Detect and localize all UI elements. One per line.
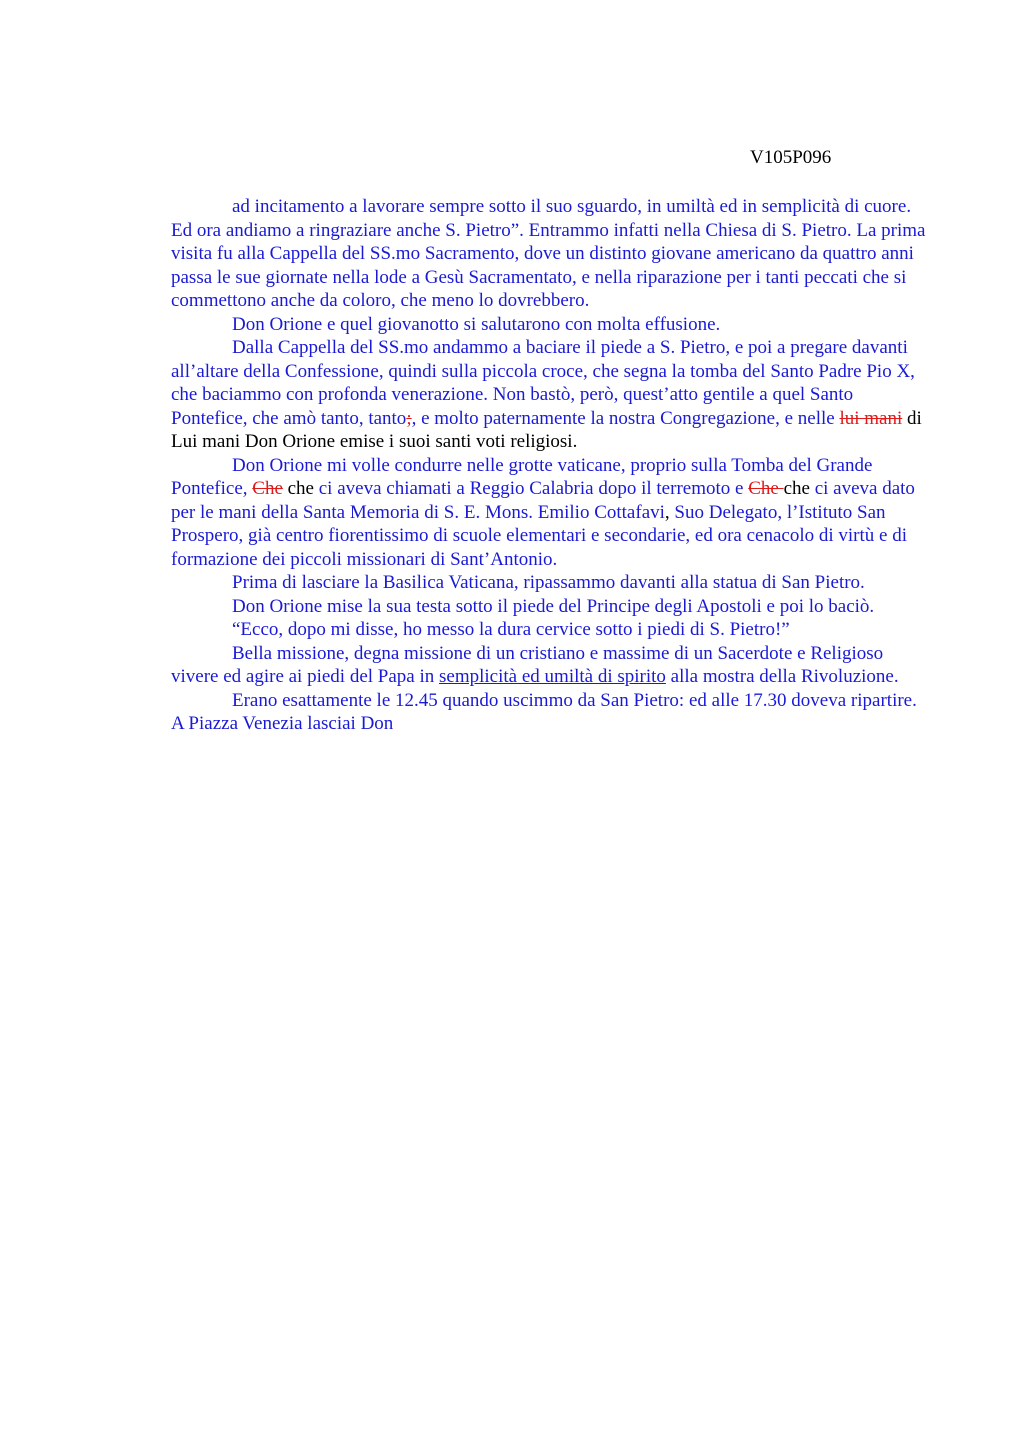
paragraph-6-text: Don Orione mise la sua testa sotto il piede del Principe degli Apostoli e poi lo baciò.	[232, 595, 875, 617]
deleted-che-2: Che	[748, 478, 784, 499]
paragraph-3-text-b: , e molto paternamente la nostra Congregazione, e nelle	[411, 407, 840, 429]
paragraph-8-text-b: alla mostra della Rivoluzione.	[665, 666, 899, 687]
paragraph-2	[171, 313, 931, 337]
paragraph-5-text: Prima di lasciare la Basilica Vaticana, ripassammo davanti alla statua di San Pietro.	[232, 572, 865, 593]
paragraph-4	[171, 454, 931, 572]
paragraph-3	[171, 336, 931, 454]
underlined-phrase: semplicità ed umiltà di spirito	[439, 666, 666, 687]
paragraph-4-text-a: Don Orione mi volle condurre nelle grotte vaticane, proprio sulla Tomba del Grande Pontefice,	[171, 454, 873, 499]
paragraph-1	[171, 195, 931, 313]
paragraph-9	[171, 689, 931, 736]
paragraph-7-text: “Ecco, dopo mi disse, ho messo la dura cervice sotto i piedi di S. Pietro!”	[232, 619, 790, 640]
deleted-che-1: Che	[252, 478, 283, 499]
paragraph-4-text-c: ci aveva dato per le mani della Santa Memoria di S. E. Mons. Emilio Cottafavi	[171, 478, 915, 523]
inserted-che-1: che	[282, 478, 314, 499]
paragraph-2-text: Don Orione e quel giovanotto si salutarono con molta effusione.	[232, 313, 721, 335]
deleted-semicolon: ;	[406, 407, 412, 429]
paragraph-8	[171, 642, 931, 689]
paragraph-7	[171, 618, 931, 642]
paragraph-6	[171, 595, 931, 619]
paragraph-3-text-a: Dalla Cappella del SS.mo andammo a baciare il piede a S. Pietro, e poi a pregare davanti all’altare della Confessione, quindi sulla piccola croce, che segna la tomba del Santo Padre Pio X, che baciammo con profonda venerazione. Non bastò, però, quest’atto gentile a quel Santo Pontefice, che amò tanto, tanto	[171, 337, 915, 429]
paragraph-4-text-d: Suo Delegato, l’Istituto San Prospero, già centro fiorentissimo di scuole elementari e secondarie, ed ora cenacolo di virtù e di formazione dei piccoli missionari di Sant’Antonio.	[171, 501, 907, 570]
paragraph-9-text: Erano esattamente le 12.45 quando uscimmo da San Pietro: ed alle 17.30 doveva ripartire. A Piazza Venezia lasciai Don	[171, 689, 917, 734]
inserted-comma: ,	[664, 501, 670, 523]
document-body	[171, 195, 931, 736]
paragraph-5	[171, 571, 931, 595]
paragraph-1-text: ad incitamento a lavorare sempre sotto il suo sguardo, in umiltà ed in semplicità di cuore. Ed ora andiamo a ringraziare anche S. Pietro”. Entrammo infatti nella Chiesa di S. Pietro. La prima visita fu alla Cappella del SS.mo Sacramento, dove un distinto giovane americano da quattro anni passa le sue giornate nella lode a Gesù Sacramentato, e nella riparazione per i tanti peccati che si commettono anche da coloro, che meno lo dovrebbero.	[171, 196, 926, 311]
paragraph-8-text-a: Bella missione, degna missione di un cristiano e massime di un Sacerdote e Religioso vivere ed agire ai piedi del Papa in	[171, 642, 884, 687]
inserted-di-lui-mani: di Lui mani Don Orione emise i suoi santi voti religiosi.	[171, 407, 922, 452]
page-id: V105P096	[750, 147, 832, 168]
paragraph-4-text-b: ci aveva chiamati a Reggio Calabria dopo il terremoto e	[314, 478, 749, 499]
inserted-che-2: che	[783, 478, 810, 499]
deleted-lui-mani: lui mani	[839, 407, 903, 429]
